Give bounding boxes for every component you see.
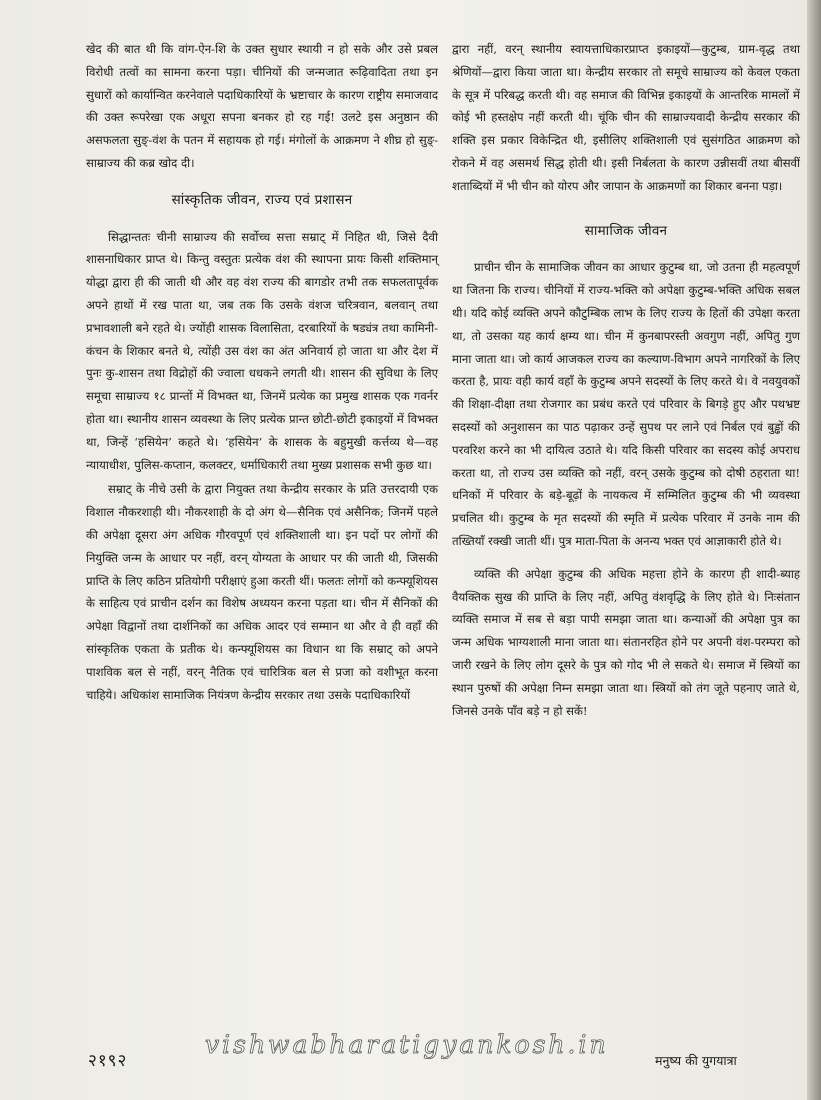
right-column	[452, 38, 800, 722]
paragraph: सिद्धान्ततः चीनी साम्राज्य की सर्वोच्च सत्ता सम्राट् में निहित थी, जिसे दैवी शासनाधिकार प्राप्त थे। किन्तु वस्तुतः प्रत्येक वंश की स्थापना प्रायः किसी शक्तिमान् योद्धा द्वारा ही की जाती थी और वह वंश राज्य की बागडोर तभी तक सफलतापूर्वक अपने हाथों में रख पाता था, जब तक कि उसके वंशज चरित्रवान, बलवान् तथा प्रभावशाली बने रहते थे। ज्योंही शासक विलासिता, दरबारियों के षड्यंत्र तथा कामिनी-कंचन के शिकार बनते थे, त्योंही उस वंश का अंत अनिवार्य हो जाता था और देश में पुनः कु-शासन तथा विद्रोहों की ज्वाला धधकने लगती थी। शासन की सुविधा के लिए समूचा साम्राज्य १८ प्रान्तों में विभक्त था, जिनमें प्रत्येक का प्रमुख शासक एक गवर्नर होता था। स्थानीय शासन व्यवस्था के लिए प्रत्येक प्रान्त छोटी-छोटी इकाइयों में विभक्त था, जिन्हें ‘हसियेन’ कहते थे। ‘हसियेन’ के शासक के बहुमुखी कर्त्तव्य थे—वह न्यायाधीश, पुलिस-कप्तान, कलक्टर, धर्माधिकारी तथा मुख्य प्रशासक सभी कुछ था।	[86, 229, 438, 472]
paragraph: प्राचीन चीन के सामाजिक जीवन का आधार कुटुम्ब था, जो उतना ही महत्वपूर्ण था जितना कि राज्य। चीनियों में राज्य-भक्ति को अपेक्षा कुटुम्ब-भक्ति अधिक सबल थी। यदि कोई व्यक्ति अपने कौटुम्बिक लाभ के लिए राज्य के हितों की उपेक्षा करता था, तो उसका यह कार्य क्षम्य था। चीन में कुनबापरस्ती अवगुण नहीं, अपितु गुण माना जाता था। जो कार्य आजकल राज्य का कल्याण-विभाग अपने नागरिकों के लिए करता है, प्रायः वही कार्य वहाँ के कुटुम्ब अपने सदस्यों के लिए करते थे। वे नवयुवकों की शिक्षा-दीक्षा तथा रोजगार का प्रबंध करते एवं परिवार के बिगड़े हुए और पथभ्रष्ट सदस्यों को अनुशासन का पाठ पढ़ाकर उन्हें सुपथ पर लाने एवं निर्बल एवं बुड्ढों की परवरिश करने का भी दायित्व उठाते थे। यदि किसी परिवार का सदस्य कोई अपराध करता था, तो राज्य उस व्यक्ति को नहीं, वरन् उसके कुटुम्ब को दोषी ठहराता था! धनिकों में परिवार के बड़े-बूढ़ों के नायकत्व में सम्मिलित कुटुम्ब की भी व्यवस्था प्रचलित थी। कुटुम्ब के मृत सदस्यों की स्मृति में प्रत्येक परिवार में उनके नाम की तख्तियाँ रक्खी जाती थीं। पुत्र माता-पिता के अनन्य भक्त एवं आज्ञाकारी होते थे।	[452, 260, 800, 548]
paragraph: व्यक्ति की अपेक्षा कुटुम्ब की अधिक महत्ता होने के कारण ही शादी-ब्याह वैयक्तिक सुख की प्राप्ति के लिए नहीं, अपितु वंशवृद्धि के लिए होते थे। निःसंतान व्यक्ति समाज में सब से बड़ा पापी समझा जाता था। कन्याओं की अपेक्षा पुत्र का जन्म अधिक भाग्यशाली माना जाता था। संतानरहित होने पर अपनी वंश-परम्परा को जारी रखने के लिए लोग दूसरे के पुत्र को गोद भी ले सकते थे। समाज में स्त्रियों का स्थान पुरुषों की अपेक्षा निम्न समझा जाता था। स्त्रियों को तंग जूते पहनाए जाते थे, जिनसे उनके पाँव बड़े न हो सकें!	[452, 566, 800, 718]
paragraph: खेद की बात थी कि वांग-ऐन-शि के उक्त सुधार स्थायी न हो सके और उसे प्रबल विरोधी तत्वों का सामना करना पड़ा। चीनियों की जन्मजात रूढ़िवादिता तथा इन सुधारों को कार्यान्वित करनेवाले पदाधिकारियों के भ्रष्टाचार के कारण राष्ट्रीय समाजवाद की उक्त रूपरेखा एक अधूरा सपना बनकर हो रह गई! उलटे इस अनुष्ठान की असफलता सुङ्-वंश के पतन में सहायक हो गई। मंगोलों के आक्रमण ने शीघ्र हो सुङ्-साम्राज्य की कब्र खोद दी।	[86, 42, 438, 170]
paragraph: सम्राट् के नीचे उसी के द्वारा नियुक्त तथा केन्द्रीय सरकार के प्रति उत्तरदायी एक विशाल नौकरशाही थी। नौकरशाही के दो अंग थे—सैनिक एवं असैनिक; जिनमें पहले की अपेक्षा दूसरा अंग अधिक गौरवपूर्ण एवं शक्तिशाली था। इन पदों पर लोगों की नियुक्ति जन्म के आधार पर नहीं, वरन् योग्यता के आधार पर की जाती थी, जिसकी प्राप्ति के लिए कठिन प्रतियोगी परीक्षाएं हुआ करती थीं। फलतः लोगों को कन्फ्यूशियस के साहित्य एवं प्राचीन दर्शन का विशेष अध्ययन करना पड़ता था। चीन में सैनिकों की अपेक्षा विद्वानों तथा दार्शनिकों का अधिक आदर एवं सम्मान था और वे ही वहाँ की सांस्कृतिक एकता के प्रतीक थे। कन्फ्यूशियस का विधान था कि सम्राट् को अपने पाशविक बल से नहीं, वरन् नैतिक एवं चारित्रिक बल से प्रजा को वशीभूत करना चाहिये। अधिकांश सामाजिक नियंत्रण केन्द्रीय सरकार तथा उसके पदाधिकारियों	[86, 482, 438, 702]
book-title: मनुष्य की युगयात्रा	[655, 1053, 737, 1068]
page-edge	[807, 0, 821, 1100]
section-heading: सामाजिक जीवन	[584, 222, 668, 239]
section-heading: सांस्कृतिक जीवन, राज्य एवं प्रशासन	[171, 191, 353, 208]
watermark: vishwabharatigyankosh.in	[205, 1030, 609, 1059]
paragraph: द्वारा नहीं, वरन् स्थानीय स्वायत्ताधिकारप्राप्त इकाइयों—कुटुम्ब, ग्राम-वृद्ध तथा श्रेणियों—द्वारा किया जाता था। केन्द्रीय सरकार तो समूचे साम्राज्य को केवल एकता के सूत्र में परिबद्ध करती थी। वह समाज की विभिन्न इकाइयों के आन्तरिक मामलों में कोई भी हस्तक्षेप नहीं करती थी। चूंकि चीन की साम्राज्यवादी केन्द्रीय सरकार की शक्ति इस प्रकार विकेन्द्रित थी, इसीलिए शक्तिशाली एवं सुसंगठित आक्रमण को रोकने में वह असमर्थ सिद्ध होती थी। इसी निर्बलता के कारण उन्नीसवीं तथा बीसवीं शताब्दियों में भी चीन को योरप और जापान के आक्रमणों का शिकार बनना पड़ा।	[452, 42, 800, 193]
left-column	[86, 38, 438, 706]
page-number: २१९२	[88, 1051, 128, 1071]
